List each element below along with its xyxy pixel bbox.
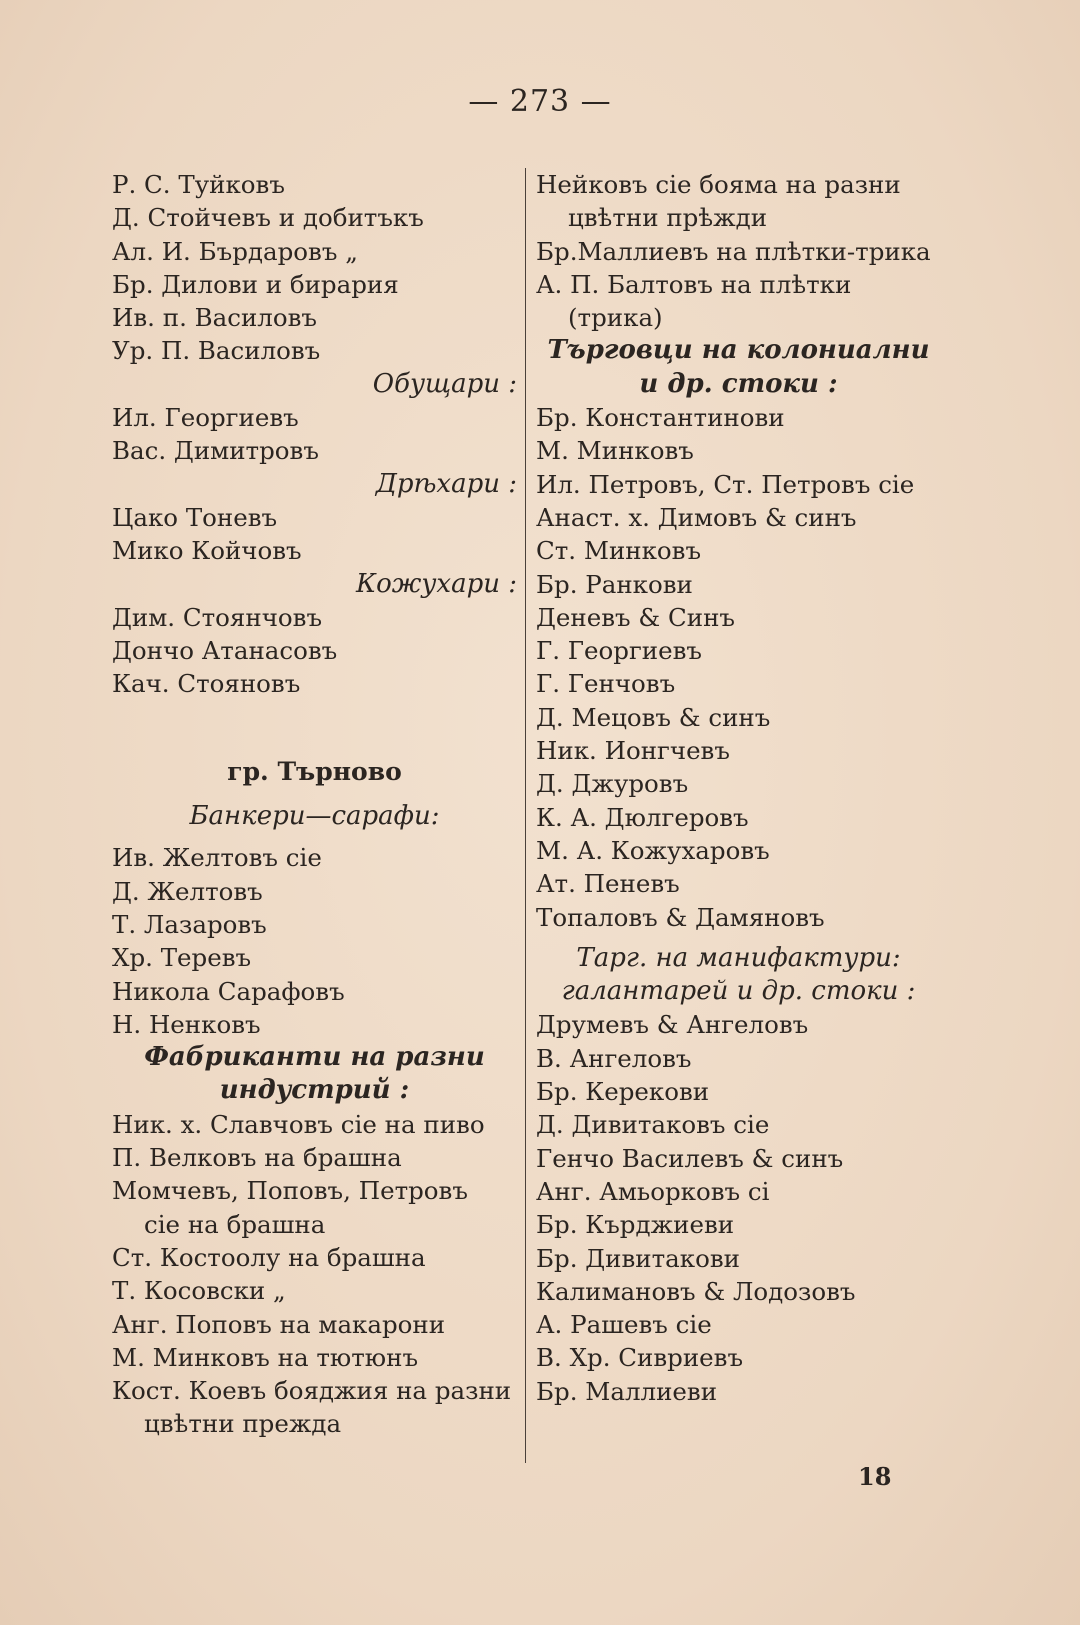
spacer [112,833,517,841]
list-item: Ур. П. Василовъ [112,336,321,366]
list-item: Дим. Стоянчовъ [112,602,323,632]
list-item: Д. Мецовъ & синъ [536,702,771,732]
list-item: Бр. Кърджиеви [536,1210,735,1240]
list-item-continuation: сiе на брашна [144,1209,326,1239]
list-item: Друмевъ & Ангеловъ [536,1010,809,1040]
list-item: Ст. Костоолу на брашна [112,1242,426,1272]
heading-bankers: Банкери—сарафи: [189,801,440,832]
list-item: Нейковъ сiе бояма на разни [536,170,901,199]
list-item: Ив. п. Василовъ [112,303,317,333]
list-item: Т. Лазаровъ [112,909,267,939]
list-item: Топаловъ & Дамяновъ [536,902,825,932]
list-item: М. Минковъ на тютюнъ [112,1342,419,1372]
list-item: Д. Желтовъ [112,876,263,906]
list-item: Анаст. х. Димовъ & синъ [536,502,857,532]
list-item: К. А. Дюлгеровъ [536,802,749,832]
right-column [536,168,941,1408]
signature-mark: 18 [858,1462,892,1491]
list-item: Бр. Дивитакови [536,1243,740,1273]
list-item: В. Ангеловъ [536,1043,692,1073]
list-item: Цако Тоневъ [112,502,278,532]
column-divider [525,168,526,1463]
list-item: Бр. Маллиеви [536,1376,718,1406]
list-item: Ник. х. Славчовъ сiе на пиво [112,1109,485,1139]
list-item: Р. С. Туйковъ [112,170,285,199]
heading-manufacturers: Фабриканти на разни [144,1042,485,1073]
list-item: Вас. Димитровъ [112,436,319,466]
list-item: Бр. Дилови и бирария [112,269,399,299]
list-item: Анг. Поповъ на макарони [112,1309,446,1339]
heading-furriers: Кожухари : [356,568,517,599]
list-item: Д. Джуровъ [536,769,689,799]
page-number-header: — 273 — [468,84,612,119]
left-column [112,168,517,1441]
spacer [536,934,941,942]
list-item: А. Рашевъ сiе [536,1310,712,1340]
list-item: Калимановъ & Лодозовъ [536,1276,856,1306]
list-item: Г. Генчовъ [536,669,676,699]
list-item-continuation: (трика) [568,303,663,333]
list-item: Бр. Керекови [536,1077,710,1107]
list-item: А. П. Балтовъ на плѣтки [536,269,852,299]
list-item: Ник. Ионгчевъ [536,736,730,766]
list-item: Д. Дивитаковъ сiе [536,1110,770,1140]
list-item: Ал. И. Бърдаровъ „ [112,236,358,266]
list-item-continuation: цвѣтни прежда [144,1409,342,1439]
list-item: Анг. Амьорковъ сi [536,1176,770,1206]
heading-manufacturers-cont: индустрий : [219,1075,410,1106]
list-item: Генчо Василевъ & синъ [536,1143,844,1173]
list-item-continuation: цвѣтни прѣжди [568,203,768,233]
list-item: Бр. Ранкови [536,569,693,599]
list-item: Ил. Петровъ, Ст. Петровъ сiе [536,469,915,499]
list-item: М. А. Кожухаровъ [536,835,770,865]
list-item: Кост. Коевъ бояджия на разни [112,1376,512,1406]
list-item: Деневъ & Синъ [536,602,736,632]
list-item: В. Хр. Сивриевъ [536,1343,744,1373]
list-item: Т. Косовски „ [112,1276,286,1306]
heading-clothiers: Дрѣхари : [375,468,517,499]
list-item: П. Велковъ на брашна [112,1143,402,1173]
list-item: Бр. Константинови [536,403,785,433]
list-item: Бр.Маллиевъ на плѣтки-трика [536,236,931,266]
heading-manufactures-cont: галантарей и др. стоки : [561,976,916,1007]
list-item: Момчевъ, Поповъ, Петровъ [112,1176,468,1206]
list-item: М. Минковъ [536,436,694,466]
list-item: Мико Койчовъ [112,536,302,566]
list-item: Никола Сарафовъ [112,976,345,1006]
list-item: Ил. Георгиевъ [112,403,299,433]
list-item: Дончо Атанасовъ [112,636,338,666]
heading-colonial-cont: и др. стоки : [639,368,838,399]
list-item: Г. Георгиевъ [536,636,702,666]
heading-manufactures: Тарг. на манифактури: [576,942,901,973]
heading-shoemakers: Обущари : [372,368,517,399]
list-item: Ат. Пеневъ [536,869,680,899]
list-item: Ст. Минковъ [536,536,702,566]
list-item: Д. Стойчевъ и добитъкъ [112,203,424,233]
list-item: Кач. Стояновъ [112,669,301,699]
list-item: Хр. Теревъ [112,943,252,973]
list-item: Ив. Желтовъ сiе [112,843,322,873]
heading-colonial: Търговци на колониални [547,335,930,366]
list-item: Н. Ненковъ [112,1009,261,1039]
city-heading: гр. Търново [227,756,402,786]
